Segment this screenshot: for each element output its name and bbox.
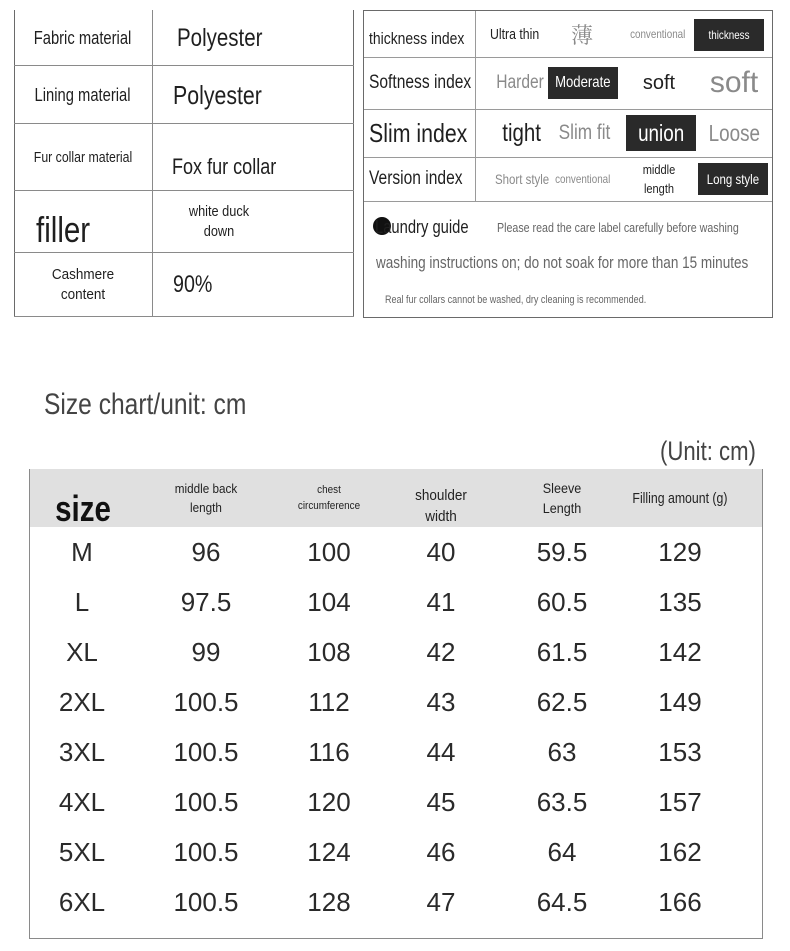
cell-filling: 135 bbox=[658, 586, 702, 617]
unit-note-text: (Unit: cm) bbox=[660, 436, 756, 466]
header-middle-back-length: middle back length bbox=[174, 481, 238, 515]
material-row-lining bbox=[14, 66, 354, 124]
header-chest-circumference: chest circumference bbox=[297, 484, 361, 512]
version-index-label: Version index bbox=[369, 168, 463, 189]
thickness-option-thin: 薄 bbox=[570, 22, 593, 48]
softness-option-moderate-selected: Moderate bbox=[555, 74, 611, 91]
size-table-header bbox=[30, 469, 762, 527]
laundry-line-1: Please read the care label carefully before washing bbox=[497, 220, 739, 235]
thickness-index-row bbox=[364, 11, 772, 58]
slim-index-row bbox=[364, 109, 772, 158]
cell-shoulder: 46 bbox=[426, 836, 456, 867]
cell-chest: 128 bbox=[307, 886, 351, 917]
cashmere-content-value: 90% bbox=[173, 271, 213, 298]
softness-option-very-soft: soft bbox=[709, 66, 759, 99]
cell-sleeve: 60.5 bbox=[536, 586, 588, 617]
cell-back-length: 100.5 bbox=[173, 886, 239, 917]
material-row-fabric bbox=[14, 10, 354, 66]
size-row-l bbox=[30, 577, 762, 627]
header-shoulder-width: shoulder width bbox=[415, 487, 467, 525]
cell-sleeve: 64.5 bbox=[536, 886, 588, 917]
fur-collar-material-value: Fox fur collar bbox=[172, 153, 277, 179]
cell-size: 6XL bbox=[58, 886, 106, 917]
header-size: size bbox=[55, 488, 111, 529]
header-sleeve-length: Sleeve Length bbox=[542, 480, 582, 516]
size-row-3xl bbox=[30, 727, 762, 777]
version-option-middle-length: middle length bbox=[642, 162, 676, 196]
cell-filling: 166 bbox=[658, 886, 702, 917]
header-filling-amount: Filling amount (g) bbox=[632, 489, 728, 507]
cell-sleeve: 59.5 bbox=[536, 536, 588, 567]
cell-filling: 162 bbox=[658, 836, 702, 867]
cell-sleeve: 63 bbox=[547, 736, 577, 767]
cell-back-length: 100.5 bbox=[173, 686, 239, 717]
cell-back-length: 100.5 bbox=[173, 736, 239, 767]
thickness-index-label: thickness index bbox=[369, 29, 465, 48]
filler-value: white duck down bbox=[188, 203, 250, 240]
softness-index-row bbox=[364, 57, 772, 110]
cell-filling: 149 bbox=[658, 686, 702, 717]
laundry-line-3: Real fur collars cannot be washed, dry cleaning is recommended. bbox=[385, 294, 647, 306]
softness-index-label: Softness index bbox=[369, 72, 472, 93]
lining-material-value: Polyester bbox=[173, 79, 262, 110]
index-panel bbox=[363, 10, 773, 318]
material-row-filler bbox=[14, 191, 354, 253]
cell-sleeve: 62.5 bbox=[536, 686, 588, 717]
version-index-row bbox=[364, 157, 772, 202]
cell-filling: 142 bbox=[658, 636, 702, 667]
cell-back-length: 96 bbox=[191, 536, 221, 567]
thickness-option-conventional: conventional bbox=[630, 27, 686, 41]
version-option-long-style-selected: Long style bbox=[706, 171, 760, 187]
cell-sleeve: 61.5 bbox=[536, 636, 588, 667]
cell-filling: 153 bbox=[658, 736, 702, 767]
cell-shoulder: 45 bbox=[426, 786, 456, 817]
cell-chest: 124 bbox=[307, 836, 351, 867]
cell-size: 4XL bbox=[58, 786, 106, 817]
material-row-cashmere bbox=[14, 253, 354, 317]
cell-shoulder: 44 bbox=[426, 736, 456, 767]
cell-size: XL bbox=[66, 636, 98, 667]
cell-back-length: 97.5 bbox=[180, 586, 232, 617]
slim-option-slim-fit: Slim fit bbox=[558, 121, 610, 144]
cell-back-length: 99 bbox=[191, 636, 221, 667]
cell-filling: 157 bbox=[658, 786, 702, 817]
filler-label: filler bbox=[36, 209, 91, 250]
fabric-material-value: Polyester bbox=[177, 23, 263, 52]
cell-back-length: 100.5 bbox=[173, 786, 239, 817]
cell-filling: 129 bbox=[658, 536, 702, 567]
fur-collar-material-label: Fur collar material bbox=[33, 149, 133, 166]
size-chart-title-text: Size chart/unit: cm bbox=[44, 388, 247, 421]
cell-shoulder: 41 bbox=[426, 586, 456, 617]
size-row-4xl bbox=[30, 777, 762, 827]
slim-option-loose: Loose bbox=[708, 119, 760, 146]
thickness-option-thickness-selected: thickness bbox=[708, 28, 750, 42]
cashmere-content-label: Cashmere content bbox=[51, 266, 115, 303]
material-table bbox=[14, 10, 354, 317]
slim-index-label: Slim index bbox=[369, 117, 468, 148]
slim-option-union-selected: union bbox=[637, 119, 685, 146]
cell-chest: 116 bbox=[308, 736, 350, 767]
material-row-fur-collar bbox=[14, 124, 354, 191]
cell-chest: 112 bbox=[308, 686, 350, 717]
size-row-6xl bbox=[30, 877, 762, 927]
cell-back-length: 100.5 bbox=[173, 836, 239, 867]
cell-shoulder: 47 bbox=[426, 886, 456, 917]
laundry-guide bbox=[364, 201, 772, 317]
cell-shoulder: 40 bbox=[426, 536, 456, 567]
cell-sleeve: 64 bbox=[547, 836, 577, 867]
cell-chest: 100 bbox=[307, 536, 351, 567]
fabric-material-label: Fabric material bbox=[34, 27, 132, 48]
version-option-conventional: conventional bbox=[555, 172, 611, 186]
cell-chest: 104 bbox=[307, 586, 351, 617]
size-row-xl bbox=[30, 627, 762, 677]
cell-size: M bbox=[71, 536, 93, 567]
softness-option-harder: Harder bbox=[496, 72, 544, 93]
thickness-option-ultra-thin: Ultra thin bbox=[489, 25, 540, 43]
laundry-guide-label: Laundry guide bbox=[375, 217, 469, 237]
cell-sleeve: 63.5 bbox=[536, 786, 588, 817]
cell-chest: 108 bbox=[307, 636, 351, 667]
version-option-short-style: Short style bbox=[494, 171, 550, 187]
softness-option-soft: soft bbox=[642, 71, 676, 94]
cell-size: 3XL bbox=[58, 736, 106, 767]
size-table bbox=[29, 469, 763, 939]
cell-chest: 120 bbox=[307, 786, 351, 817]
size-row-m bbox=[30, 527, 762, 577]
lining-material-label: Lining material bbox=[35, 84, 131, 105]
cell-size: 5XL bbox=[58, 836, 106, 867]
cell-shoulder: 42 bbox=[426, 636, 456, 667]
laundry-line-2: washing instructions on; do not soak for more than 15 minutes bbox=[376, 254, 749, 272]
slim-option-tight: tight bbox=[502, 118, 542, 147]
cell-size: 2XL bbox=[58, 686, 106, 717]
cell-size: L bbox=[74, 586, 90, 617]
cell-shoulder: 43 bbox=[426, 686, 456, 717]
size-row-5xl bbox=[30, 827, 762, 877]
size-chart-title bbox=[44, 388, 291, 422]
size-row-2xl bbox=[30, 677, 762, 727]
unit-note bbox=[660, 436, 777, 467]
